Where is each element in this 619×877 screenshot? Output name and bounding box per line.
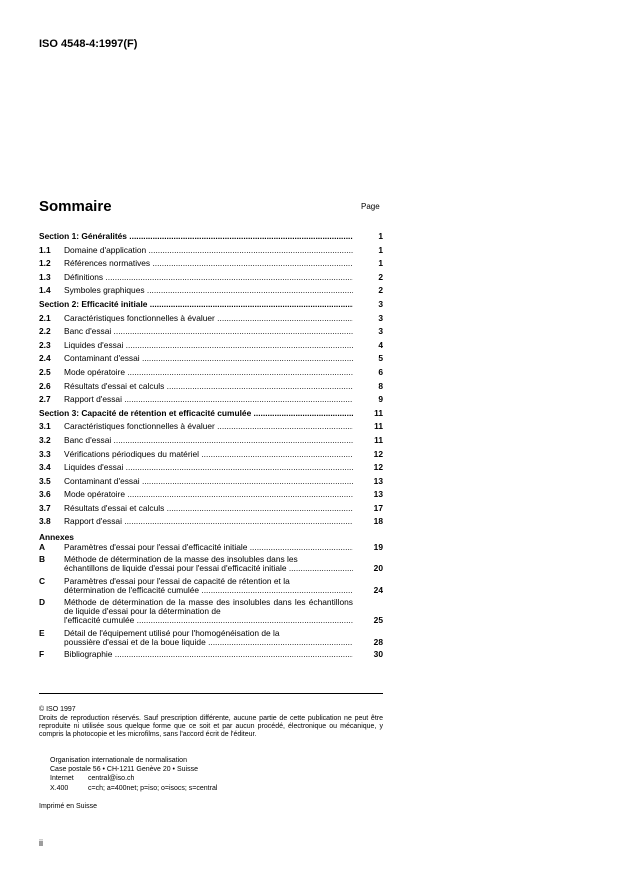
toc-entry-number: 2.2 (39, 326, 51, 337)
annex-row (39, 543, 383, 552)
annex-letter: B (39, 554, 46, 565)
toc-title: Sommaire (39, 198, 112, 215)
toc-section-row (39, 407, 383, 421)
toc-entry-title: Banc d'essai ..... (64, 434, 353, 448)
toc-entry-title: Caractéristiques fonctionnelles à évaluer ..... (64, 312, 353, 326)
annex-letter: A (39, 542, 46, 553)
annex-letter: D (39, 597, 46, 608)
toc-entry-page: 5 (378, 353, 383, 364)
toc-entry-page: 17 (373, 502, 383, 513)
annex-title (64, 598, 353, 626)
toc-entry-number: 3.8 (39, 516, 51, 527)
annex-row (39, 650, 383, 659)
annex-title (64, 577, 353, 595)
toc-entry-page: 11 (374, 407, 383, 418)
toc-entry-row (39, 257, 383, 271)
annex-title-lead: Détail de l'équipement utilisé pour l'homogénéisation de la (64, 627, 280, 638)
document-id: ISO 4548-4:1997(F) (39, 38, 138, 50)
toc-entry-title: Caractéristiques fonctionnelles à évaluer ..... (64, 420, 353, 434)
toc-entry-title: Définitions ..... (64, 271, 353, 285)
toc-section-row (39, 230, 383, 244)
annex-page: 24 (373, 584, 383, 595)
toc-entry-page: 11 (374, 421, 383, 432)
toc-entry-number: 1.2 (39, 258, 51, 269)
annex-row (39, 577, 383, 595)
toc-entry-row (39, 434, 383, 448)
toc-entry-number: 1.3 (39, 271, 51, 282)
toc-entry-title: Résultats d'essai et calculs ..... (64, 502, 353, 516)
internet-value: central@iso.ch (88, 775, 135, 783)
toc-entry-row (39, 448, 383, 462)
toc-entry-number: 3.5 (39, 475, 51, 486)
toc-entry-title: Liquides d'essai ..... (64, 461, 353, 475)
annex-letter: E (39, 627, 45, 638)
toc-entry-row (39, 284, 383, 298)
toc-entry-title: Contaminant d'essai ..... (64, 475, 353, 489)
toc-entry-page: 12 (373, 448, 383, 459)
annex-title (64, 543, 353, 552)
annex-row (39, 629, 383, 647)
toc-entry-number: 3.2 (39, 434, 51, 445)
annex-title-lead: Méthode de détermination de la masse des insolubles dans les (64, 554, 298, 565)
toc-entry-page: 2 (378, 271, 383, 282)
toc-entry-row (39, 420, 383, 434)
toc-entry-title: Domaine d'application ..... (64, 244, 353, 258)
toc-entry-page: 6 (378, 366, 383, 377)
annex-title (64, 555, 353, 573)
toc-entry-title: Contaminant d'essai ..... (64, 352, 353, 366)
toc-entry-number: 3.7 (39, 502, 51, 513)
copyright-notice: © ISO 1997 (39, 706, 76, 713)
toc-entry-number: 2.3 (39, 339, 51, 350)
annex-title (64, 650, 353, 659)
toc-entry-number: 2.4 (39, 353, 51, 364)
toc-entry-page: 8 (378, 380, 383, 391)
toc-entry-row (39, 325, 383, 339)
table-of-contents (39, 230, 383, 662)
annex-page: 25 (373, 615, 383, 626)
printed-in: Imprimé en Suisse (39, 803, 97, 810)
annex-letter: C (39, 575, 46, 586)
toc-entry-title: Section 2: Efficacité initiale ..... (39, 298, 353, 312)
toc-entry-number: 1.1 (39, 244, 51, 255)
annex-page: 30 (373, 649, 383, 660)
toc-entry-row (39, 271, 383, 285)
toc-entry-number: 3.1 (39, 421, 51, 432)
annex-title-last: détermination de l'efficacité cumulée ..... (64, 586, 353, 595)
toc-entry-row (39, 502, 383, 516)
internet-label: Internet (50, 775, 74, 783)
annex-page: 28 (373, 636, 383, 647)
annex-title-last: poussière d'essai et de la boue liquide ..... (64, 638, 353, 647)
toc-entry-row (39, 312, 383, 326)
toc-entry-number: 2.1 (39, 312, 51, 323)
toc-entry-number: 3.3 (39, 448, 51, 459)
toc-entry-number: 3.4 (39, 462, 51, 473)
toc-entry-number: 2.6 (39, 380, 51, 391)
x400-contact (50, 784, 217, 793)
toc-entry-page: 1 (378, 231, 383, 241)
toc-entry-title: Références normatives ..... (64, 257, 353, 271)
annex-page: 19 (373, 542, 383, 553)
toc-entry-page: 11 (374, 434, 383, 445)
toc-entry-page: 4 (378, 339, 383, 350)
annex-title-last: Bibliographie ..... (64, 650, 353, 659)
toc-entry-page: 12 (373, 462, 383, 473)
toc-section-row (39, 298, 383, 312)
toc-entry-title: Banc d'essai ..... (64, 325, 353, 339)
annex-title-last: l'efficacité cumulée ..... (64, 616, 353, 625)
footer-divider (39, 693, 383, 694)
toc-entry-page: 1 (378, 258, 383, 269)
toc-entry-title: Mode opératoire ..... (64, 366, 353, 380)
toc-entry-page: 18 (373, 516, 383, 527)
toc-entry-row (39, 475, 383, 489)
x400-label: X.400 (50, 784, 69, 792)
toc-entry-row (39, 380, 383, 394)
toc-entry-title: Rapport d'essai ..... (64, 515, 353, 529)
annex-row (39, 555, 383, 573)
toc-entry-page: 3 (378, 326, 383, 337)
rights-statement: Droits de reproduction réservés. Sauf prescription différente, aucune partie de cette publication ne peut être reproduite ni utilisée sous quelque forme que ce soit et par aucun procédé, électronique ou mécanique, y compris la photocopie et les microfilms, sans l'accord écrit de l'éditeur. (39, 715, 383, 739)
toc-entry-title: Symboles graphiques ..... (64, 284, 353, 298)
toc-entry-page: 13 (373, 475, 383, 486)
toc-entry-row (39, 366, 383, 380)
toc-entry-row (39, 339, 383, 353)
org-name: Organisation internationale de normalisation (50, 757, 187, 764)
toc-entry-page: 1 (378, 244, 383, 255)
toc-page-label: Page (361, 202, 380, 211)
toc-entry-title: Liquides d'essai ..... (64, 339, 353, 353)
annex-title-last: échantillons de liquide d'essai pour l'essai d'efficacité initiale ..... (64, 564, 353, 573)
toc-entry-row (39, 352, 383, 366)
toc-entry-page: 2 (378, 285, 383, 296)
publisher-address (50, 756, 217, 793)
internet-contact (50, 774, 217, 783)
toc-entry-row (39, 488, 383, 502)
toc-entry-title: Mode opératoire ..... (64, 488, 353, 502)
toc-entry-page: 13 (373, 489, 383, 500)
annex-row (39, 598, 383, 626)
toc-entry-page: 9 (378, 394, 383, 405)
toc-entry-row (39, 393, 383, 407)
toc-entry-page: 3 (378, 312, 383, 323)
toc-entry-title: Vérifications périodiques du matériel ..... (64, 448, 353, 462)
org-address: Case postale 56 • CH-1211 Genève 20 • Suisse (50, 766, 198, 774)
toc-entry-number: 2.7 (39, 394, 51, 405)
toc-entry-row (39, 244, 383, 258)
annex-page: 20 (373, 563, 383, 574)
annex-title-lead: Méthode de détermination de la masse des insolubles dans les échantillons de liquide d'essai pour la détermination de (64, 597, 353, 617)
toc-entry-row (39, 461, 383, 475)
toc-entry-title: Rapport d'essai ..... (64, 393, 353, 407)
toc-entry-title: Résultats d'essai et calculs ..... (64, 380, 353, 394)
annex-letter: F (39, 649, 45, 660)
toc-entry-page: 3 (378, 298, 383, 309)
toc-entry-title: Section 1: Généralités ..... (39, 230, 353, 244)
x400-value: c=ch; a=400net; p=iso; o=isocs; s=central (88, 784, 218, 792)
annex-title-lead: Paramètres d'essai pour l'essai de capacité de rétention et la (64, 575, 290, 586)
page-number: ii (39, 838, 43, 848)
annex-title (64, 629, 353, 647)
annex-heading: Annexes (39, 532, 74, 543)
annex-title-last: Paramètres d'essai pour l'essai d'efficacité initiale ..... (64, 543, 353, 552)
toc-entry-number: 1.4 (39, 285, 51, 296)
toc-entry-number: 3.6 (39, 489, 51, 500)
toc-entry-title: Section 3: Capacité de rétention et efficacité cumulée ..... (39, 407, 353, 421)
toc-entry-row (39, 515, 383, 529)
toc-entry-number: 2.5 (39, 366, 51, 377)
